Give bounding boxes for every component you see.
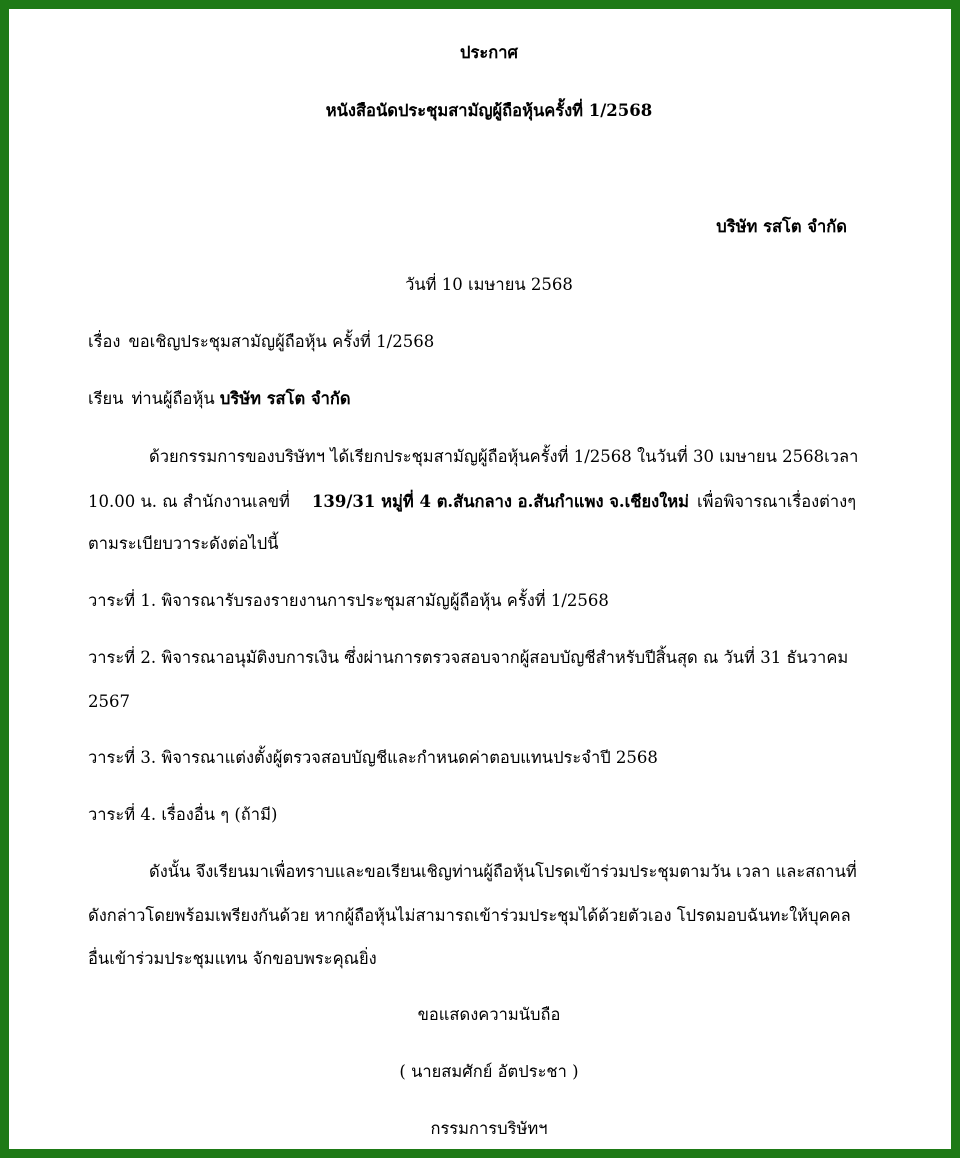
company-name: บริษัท รสโต จำกัด	[716, 217, 847, 236]
addressee-line	[88, 388, 351, 410]
document-date: วันที่ 10 เมษายน 2568	[405, 275, 573, 294]
signatory-position: กรรมการบริษัทฯ	[430, 1119, 548, 1138]
agenda-item-1: วาระที่ 1. พิจารณารับรองรายงานการประชุมสามัญผู้ถือหุ้น ครั้งที่ 1/2568	[88, 591, 609, 610]
intro-purpose: เพื่อพิจารณาเรื่องต่างๆ	[697, 492, 857, 511]
subject-label: เรื่อง	[88, 332, 121, 351]
agenda-item-4: วาระที่ 4. เรื่องอื่น ๆ (ถ้ามี)	[88, 805, 278, 824]
agenda-item-3: วาระที่ 3. พิจารณาแต่งตั้งผู้ตรวจสอบบัญชีและกำหนดค่าตอบแทนประจำปี 2568	[88, 748, 658, 767]
addressee-company: บริษัท รสโต จำกัด	[219, 389, 351, 408]
closing-line-3: อื่นเข้าร่วมประชุมแทน จักขอบพระคุณยิ่ง	[88, 949, 377, 968]
addressee-label: เรียน	[88, 389, 124, 408]
signatory-name: ( นายสมศักย์ อัตประชา )	[399, 1062, 579, 1081]
announcement-document	[9, 9, 960, 1167]
intro-line-3: ตามระเบียบวาระดังต่อไปนี้	[88, 534, 279, 553]
subject-line	[88, 331, 434, 353]
document-subtitle: หนังสือนัดประชุมสามัญผู้ถือหุ้นครั้งที่ 1/2568	[325, 101, 653, 120]
closing-line-1: ดังนั้น จึงเรียนมาเพื่อทราบและขอเรียนเชิญท่านผู้ถือหุ้นโปรดเข้าร่วมประชุมตามวัน เวลา และสถานที่	[149, 862, 857, 881]
document-title: ประกาศ	[460, 43, 518, 62]
closing-line-2: ดังกล่าวโดยพร้อมเพรียงกันด้วย หากผู้ถือหุ้นไม่สามารถเข้าร่วมประชุมได้ด้วยตัวเอง โปรดมอบฉันทะให้บุคคล	[88, 906, 851, 925]
addressee-text: ท่านผู้ถือหุ้น	[131, 389, 215, 408]
agenda-item-2-continued: 2567	[88, 692, 130, 711]
intro-location-prefix: 10.00 น. ณ สำนักงานเลขที่	[88, 492, 290, 511]
intro-line-1: ด้วยกรรมการของบริษัทฯ ได้เรียกประชุมสามัญผู้ถือหุ้นครั้งที่ 1/2568 ในวันที่ 30 เมษายน 2568เวลา	[149, 447, 859, 466]
subject-text: ขอเชิญประชุมสามัญผู้ถือหุ้น ครั้งที่ 1/2568	[128, 332, 435, 351]
signature-salutation: ขอแสดงความนับถือ	[417, 1005, 561, 1024]
agenda-item-2: วาระที่ 2. พิจารณาอนุมัติงบการเงิน ซึ่งผ่านการตรวจสอบจากผู้สอบบัญชีสำหรับปีสิ้นสุด ณ วันที่ 31 ธันวาคม	[88, 648, 849, 667]
meeting-address: 139/31 หมู่ที่ 4 ต.สันกลาง อ.สันกำแพง จ.เชียงใหม่	[311, 492, 690, 511]
intro-line-2	[88, 491, 856, 513]
